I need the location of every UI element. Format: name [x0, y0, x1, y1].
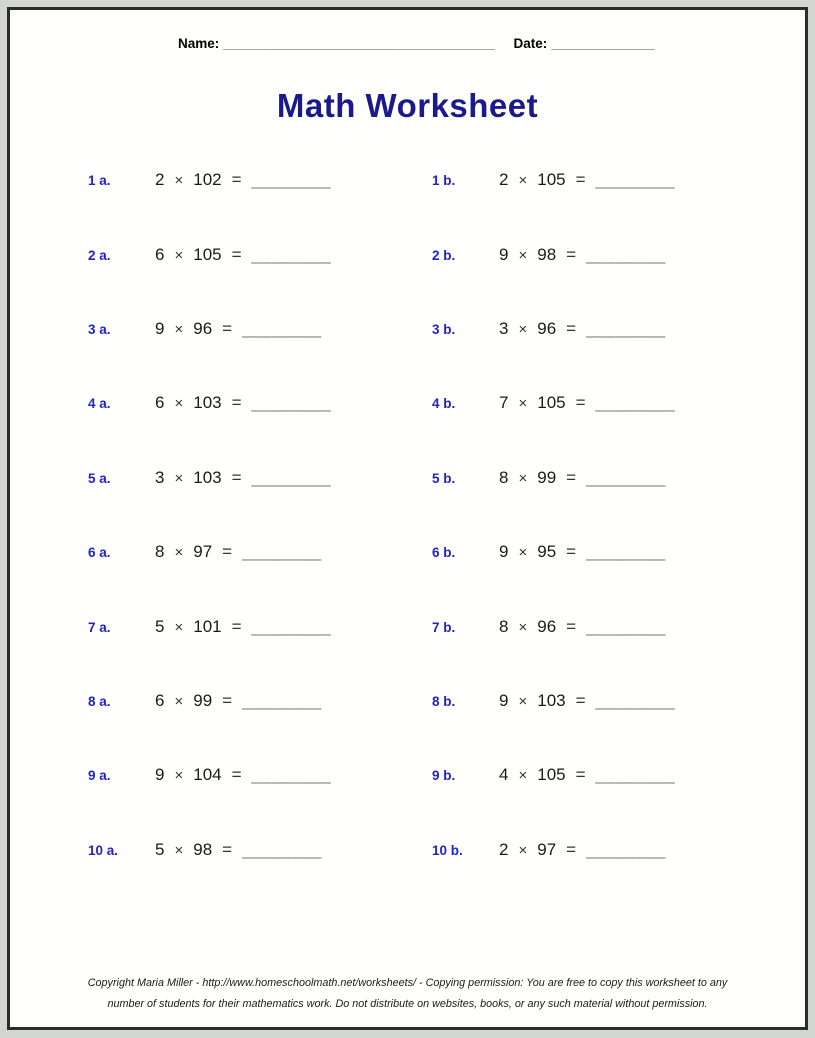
problem-expression [155, 542, 322, 562]
answer-blank-line: ________ [242, 839, 322, 859]
equals-sign: = [222, 839, 233, 859]
problem-expression [499, 617, 666, 637]
problem-1b [432, 170, 675, 190]
problem-row [88, 292, 805, 366]
multiplication-sign: × [174, 618, 184, 636]
problem-expression [155, 468, 331, 488]
problem-number-label: 10 b. [432, 842, 463, 858]
equals-sign: = [575, 393, 586, 413]
problem-3a [88, 319, 432, 339]
problem-expression [155, 691, 322, 711]
problem-row [88, 515, 805, 589]
problem-expression [155, 245, 331, 265]
problem-number-label: 4 b. [432, 396, 456, 412]
answer-blank-line: ________ [251, 467, 332, 487]
problem-2b [432, 245, 666, 265]
problem-number-label: 1 b. [432, 173, 456, 189]
factor-2: 103 [193, 467, 222, 487]
problem-3b [432, 319, 666, 339]
answer-blank-line: ________ [586, 467, 666, 487]
factor-1: 4 [499, 765, 509, 785]
factor-2: 105 [537, 393, 566, 413]
factor-1: 6 [155, 690, 165, 710]
problem-expression [499, 691, 675, 711]
problem-number-label: 7 b. [432, 619, 456, 635]
problem-row [88, 664, 805, 738]
factor-2: 105 [193, 244, 222, 264]
factor-1: 9 [155, 765, 165, 785]
equals-sign: = [566, 244, 577, 264]
problem-number-label: 8 a. [88, 693, 111, 709]
equals-sign: = [231, 244, 242, 264]
factor-1: 9 [499, 244, 509, 264]
problem-number-label: 9 b. [432, 768, 456, 784]
problem-6b [432, 542, 666, 562]
factor-1: 2 [499, 170, 509, 190]
problem-expression [499, 468, 666, 488]
header [10, 36, 805, 51]
factor-2: 95 [537, 542, 557, 562]
factor-2: 105 [537, 765, 566, 785]
problem-expression [499, 245, 666, 265]
factor-2: 97 [537, 839, 557, 859]
multiplication-sign: × [174, 767, 184, 785]
answer-blank-line: ________ [595, 690, 676, 710]
problem-9b [432, 765, 675, 785]
multiplication-sign: × [174, 172, 184, 190]
problem-10a [88, 840, 432, 860]
factor-2: 96 [193, 318, 213, 338]
problem-expression [155, 393, 331, 413]
answer-blank-line: ________ [251, 244, 332, 264]
problem-row [88, 441, 805, 515]
equals-sign: = [575, 690, 586, 710]
problem-number-label: 6 b. [432, 545, 456, 561]
problem-number-label: 8 b. [432, 693, 456, 709]
answer-blank-line: ________ [251, 616, 332, 636]
answer-blank-line: ________ [251, 170, 332, 190]
copyright-footer [10, 973, 805, 1015]
multiplication-sign: × [174, 469, 184, 487]
answer-blank-line: ________ [251, 393, 332, 413]
multiplication-sign: × [518, 469, 528, 487]
answer-blank-line: ________ [242, 690, 322, 710]
problem-expression [499, 840, 666, 860]
name-label: Name: [178, 36, 220, 51]
factor-2: 101 [193, 616, 222, 636]
problem-expression [499, 765, 675, 785]
problem-number-label: 1 a. [88, 173, 111, 189]
problem-8a [88, 691, 432, 711]
answer-blank-line: ________ [242, 318, 322, 338]
factor-1: 8 [155, 542, 165, 562]
equals-sign: = [222, 542, 233, 562]
problem-expression [155, 617, 331, 637]
problem-1a [88, 170, 432, 190]
factor-1: 3 [155, 467, 165, 487]
factor-2: 104 [193, 765, 222, 785]
equals-sign: = [566, 839, 577, 859]
answer-blank-line: ________ [586, 318, 666, 338]
problem-number-label: 7 a. [88, 619, 111, 635]
equals-sign: = [566, 542, 577, 562]
equals-sign: = [231, 616, 242, 636]
problem-expression [499, 542, 666, 562]
problem-expression [155, 319, 322, 339]
problem-number-label: 3 b. [432, 321, 456, 337]
problem-row [88, 143, 805, 217]
factor-2: 103 [193, 393, 222, 413]
date-blank-line: _____________ [551, 36, 656, 51]
equals-sign: = [222, 690, 233, 710]
multiplication-sign: × [174, 395, 184, 413]
problem-number-label: 9 a. [88, 768, 111, 784]
multiplication-sign: × [518, 841, 528, 859]
problem-number-label: 6 a. [88, 545, 111, 561]
problem-row [88, 738, 805, 812]
factor-1: 8 [499, 616, 509, 636]
factor-1: 2 [155, 170, 165, 190]
problem-number-label: 10 a. [88, 842, 119, 858]
answer-blank-line: ________ [251, 765, 332, 785]
multiplication-sign: × [174, 841, 184, 859]
factor-2: 98 [193, 839, 213, 859]
multiplication-sign: × [518, 767, 528, 785]
page-title: Math Worksheet [276, 87, 539, 124]
equals-sign: = [566, 318, 577, 338]
equals-sign: = [231, 170, 242, 190]
factor-2: 96 [537, 318, 557, 338]
factor-1: 5 [155, 616, 165, 636]
multiplication-sign: × [174, 320, 184, 338]
factor-1: 9 [499, 542, 509, 562]
answer-blank-line: ________ [586, 839, 666, 859]
factor-1: 6 [155, 393, 165, 413]
problem-expression [155, 170, 331, 190]
problem-expression [499, 393, 675, 413]
factor-2: 96 [537, 616, 557, 636]
problem-expression [155, 840, 322, 860]
problem-6a [88, 542, 432, 562]
problem-number-label: 5 b. [432, 470, 456, 486]
name-blank-line: __________________________________ [223, 36, 496, 51]
copyright-line-1: Copyright Maria Miller - http://www.homeschoolmath.net/worksheets/ - Copying permission: You are free to copy this worksheet to any [87, 977, 728, 989]
problem-number-label: 2 b. [432, 247, 456, 263]
problem-9a [88, 765, 432, 785]
problem-2a [88, 245, 432, 265]
problem-5b [432, 468, 666, 488]
multiplication-sign: × [518, 395, 528, 413]
answer-blank-line: ________ [595, 765, 676, 785]
problem-8b [432, 691, 675, 711]
problem-expression [499, 319, 666, 339]
problem-4a [88, 393, 432, 413]
problem-expression [155, 765, 331, 785]
multiplication-sign: × [174, 692, 184, 710]
answer-blank-line: ________ [586, 542, 666, 562]
problem-number-label: 5 a. [88, 470, 111, 486]
multiplication-sign: × [518, 618, 528, 636]
problem-7b [432, 617, 666, 637]
factor-1: 8 [499, 467, 509, 487]
multiplication-sign: × [174, 544, 184, 562]
factor-2: 105 [537, 170, 566, 190]
problem-number-label: 2 a. [88, 247, 111, 263]
factor-1: 9 [499, 690, 509, 710]
copyright-line-2: number of students for their mathematics work. Do not distribute on websites, books, or any such material without permission. [107, 998, 708, 1010]
multiplication-sign: × [174, 246, 184, 264]
equals-sign: = [575, 765, 586, 785]
multiplication-sign: × [518, 544, 528, 562]
factor-1: 2 [499, 839, 509, 859]
equals-sign: = [231, 765, 242, 785]
problems-grid [10, 143, 805, 887]
answer-blank-line: ________ [586, 244, 666, 264]
equals-sign: = [575, 170, 586, 190]
date-label: Date: [513, 36, 548, 51]
equals-sign: = [231, 393, 242, 413]
worksheet-page [7, 7, 808, 1030]
factor-2: 103 [537, 690, 566, 710]
answer-blank-line: ________ [595, 170, 676, 190]
multiplication-sign: × [518, 172, 528, 190]
factor-1: 5 [155, 839, 165, 859]
problem-7a [88, 617, 432, 637]
answer-blank-line: ________ [595, 393, 676, 413]
problem-row [88, 589, 805, 663]
multiplication-sign: × [518, 692, 528, 710]
problem-5a [88, 468, 432, 488]
factor-1: 3 [499, 318, 509, 338]
factor-1: 7 [499, 393, 509, 413]
equals-sign: = [566, 467, 577, 487]
problem-expression [499, 170, 675, 190]
problem-row [88, 813, 805, 887]
factor-2: 102 [193, 170, 222, 190]
problem-10b [432, 840, 666, 860]
answer-blank-line: ________ [242, 542, 322, 562]
factor-1: 9 [155, 318, 165, 338]
problem-number-label: 3 a. [88, 321, 111, 337]
answer-blank-line: ________ [586, 616, 666, 636]
factor-1: 6 [155, 244, 165, 264]
problem-row [88, 217, 805, 291]
multiplication-sign: × [518, 246, 528, 264]
factor-2: 99 [537, 467, 557, 487]
equals-sign: = [231, 467, 242, 487]
problem-number-label: 4 a. [88, 396, 111, 412]
problem-row [88, 366, 805, 440]
factor-2: 97 [193, 542, 213, 562]
equals-sign: = [222, 318, 233, 338]
multiplication-sign: × [518, 320, 528, 338]
equals-sign: = [566, 616, 577, 636]
problem-4b [432, 393, 675, 413]
factor-2: 99 [193, 690, 213, 710]
factor-2: 98 [537, 244, 557, 264]
